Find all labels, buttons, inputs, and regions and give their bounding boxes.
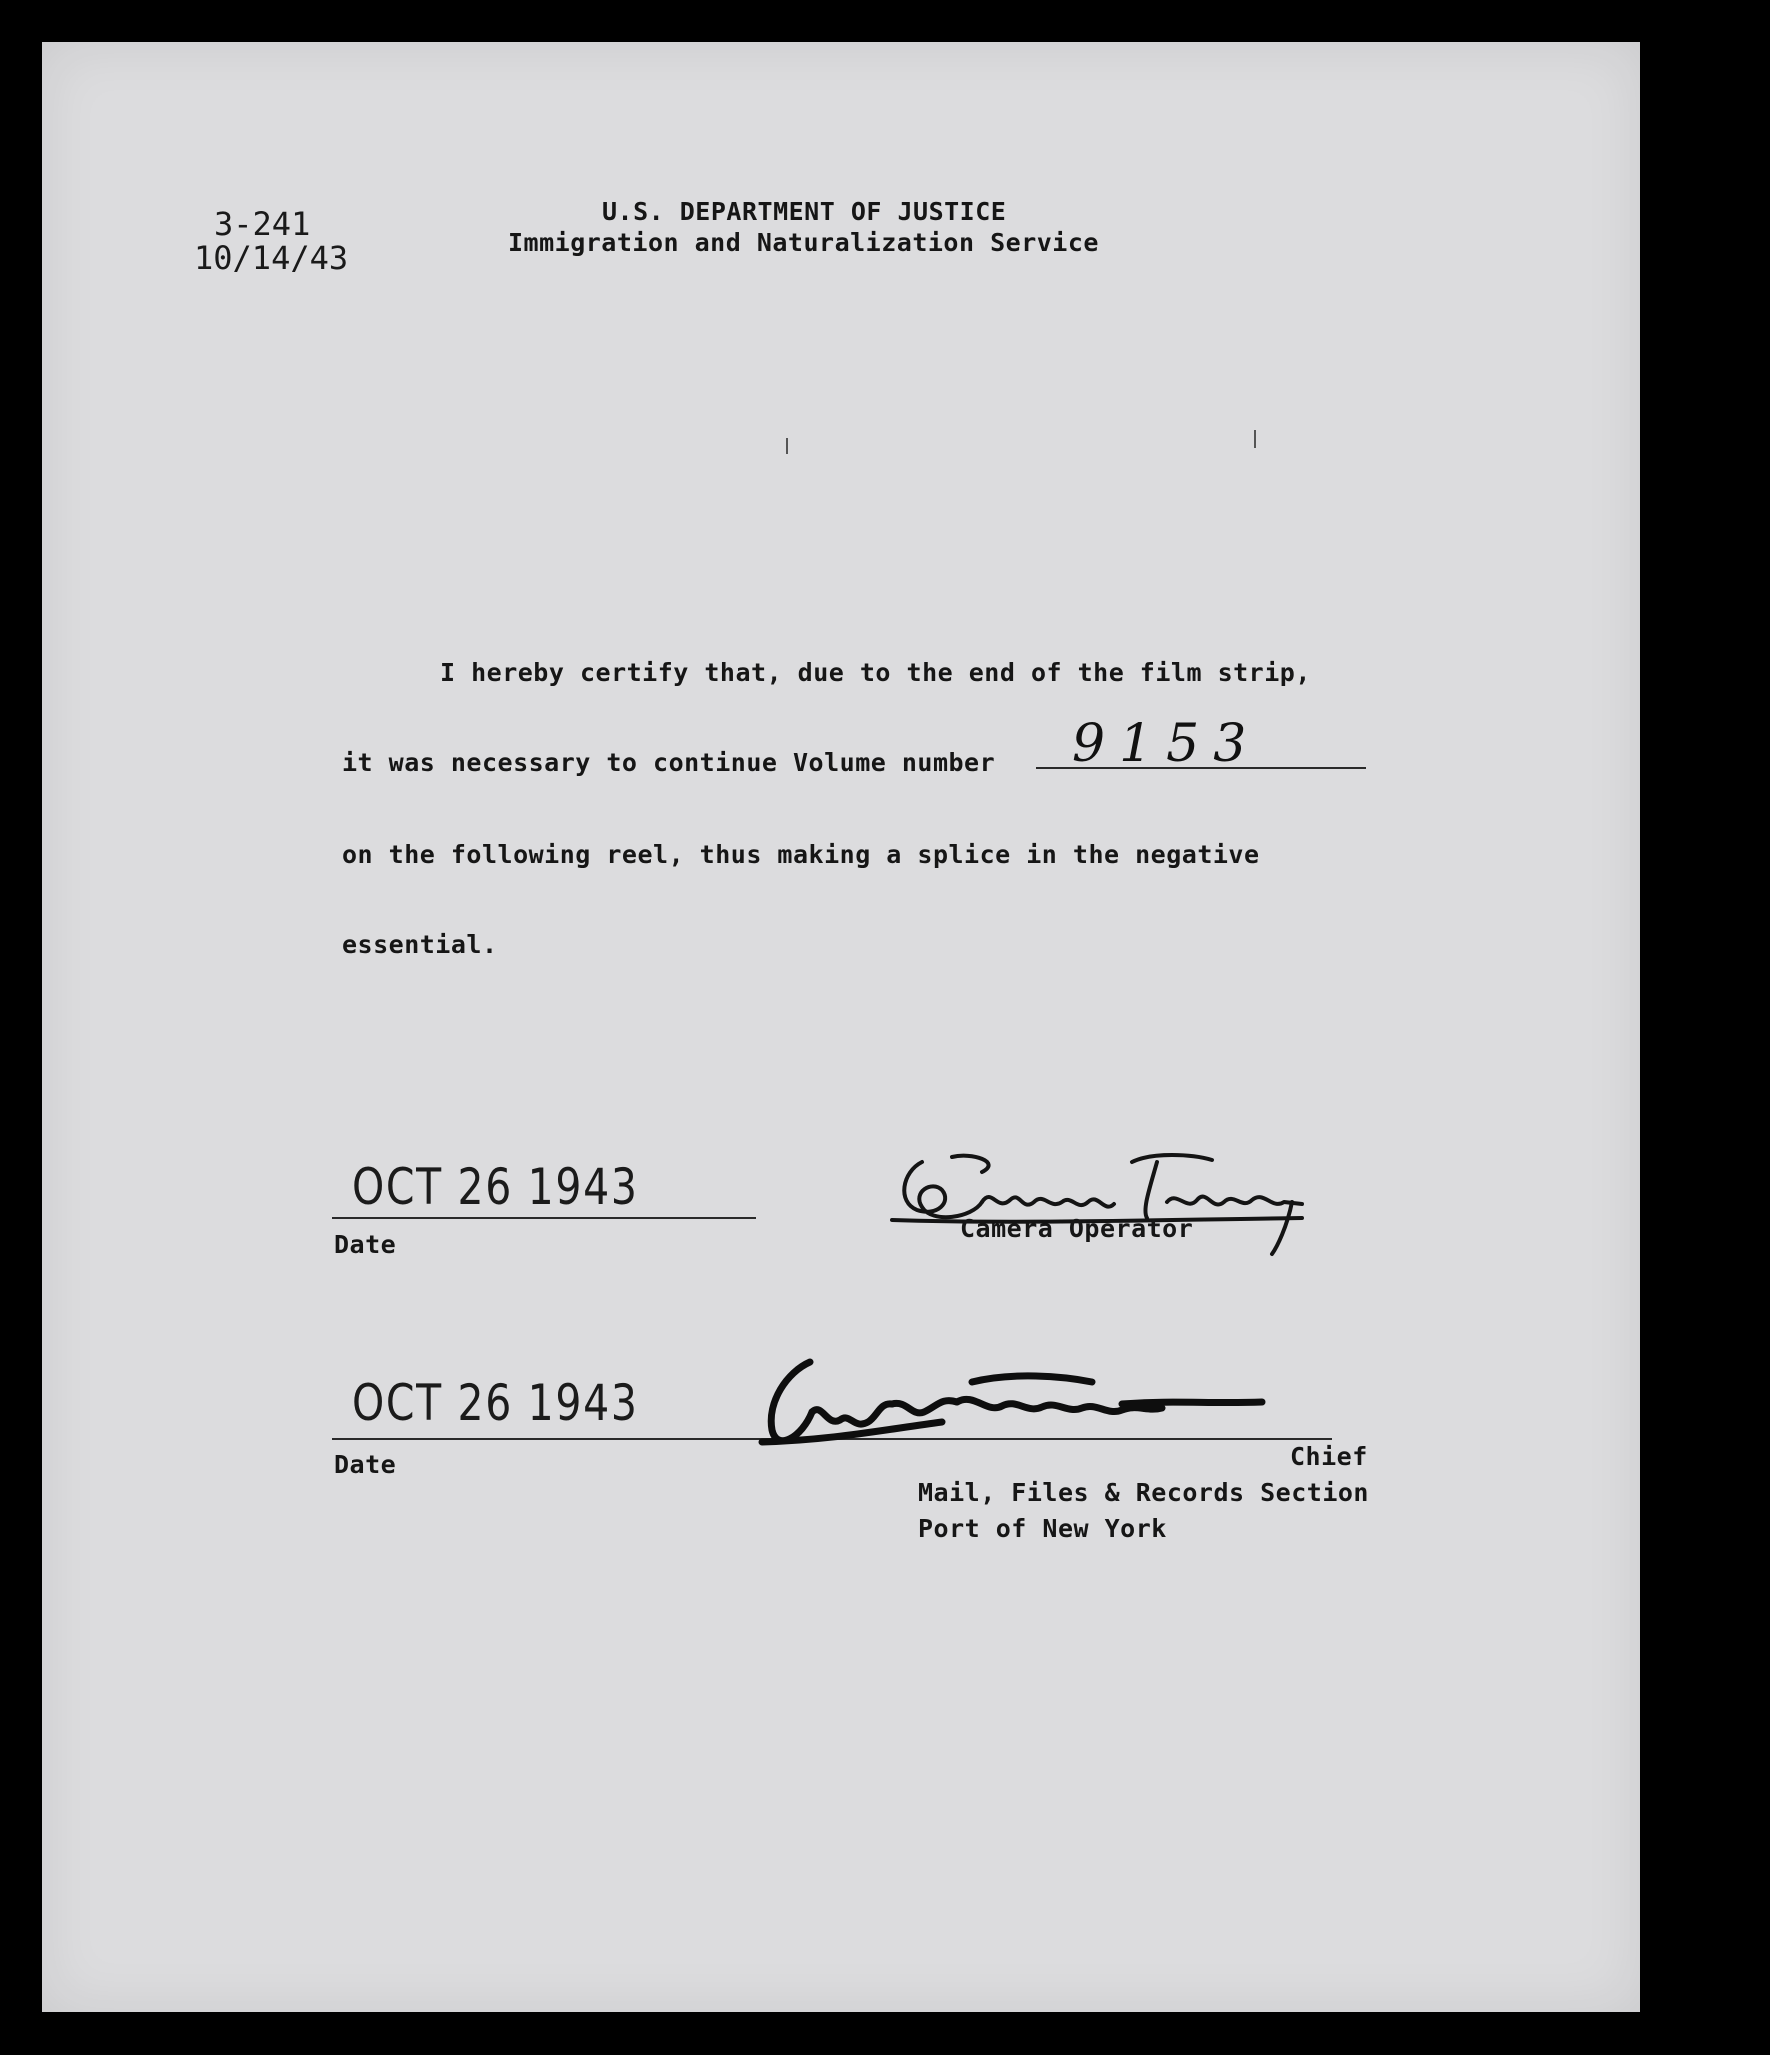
stray-mark xyxy=(786,438,788,454)
certification-line-2: it was necessary to continue Volume number xyxy=(342,748,996,777)
camera-operator-label: Camera Operator xyxy=(960,1214,1194,1243)
chief-label: Chief xyxy=(1290,1442,1368,1471)
port-label: Port of New York xyxy=(918,1514,1167,1543)
chief-signature xyxy=(742,1342,1302,1472)
service-heading: Immigration and Naturalization Service xyxy=(508,228,1099,257)
document-page xyxy=(42,42,1640,2012)
form-number: 3-241 xyxy=(214,205,311,243)
date-label-2: Date xyxy=(334,1450,397,1479)
certification-line-1: I hereby certify that, due to the end of the film strip, xyxy=(440,658,1311,687)
section-label: Mail, Files & Records Section xyxy=(918,1478,1369,1507)
volume-number-value: 9153 xyxy=(1072,714,1261,774)
certification-line-3: on the following reel, thus making a splice in the negative xyxy=(342,840,1260,869)
date-stamp-2: OCT 26 1943 xyxy=(352,1374,639,1432)
stray-mark xyxy=(1254,430,1256,448)
date-stamp-1: OCT 26 1943 xyxy=(352,1158,639,1216)
date-line-1 xyxy=(332,1217,756,1219)
department-heading: U.S. DEPARTMENT OF JUSTICE xyxy=(602,197,1007,226)
certification-line-4: essential. xyxy=(342,930,498,959)
form-date: 10/14/43 xyxy=(194,239,349,277)
date-label-1: Date xyxy=(334,1230,397,1259)
